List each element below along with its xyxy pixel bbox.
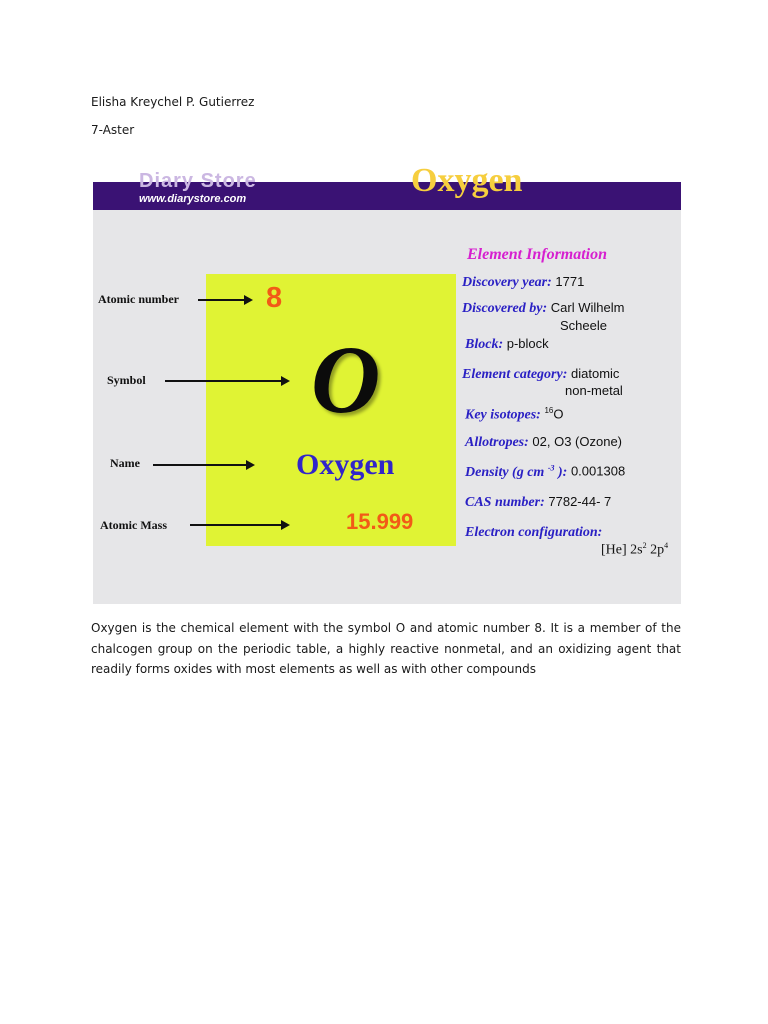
element-name: Oxygen	[296, 448, 395, 481]
arrow-atomic-mass	[190, 524, 288, 526]
info-category: Element category: diatomic	[462, 366, 620, 382]
label-name: Name	[110, 456, 140, 470]
arrow-symbol	[165, 380, 288, 382]
section-name: 7-Aster	[91, 123, 135, 137]
arrow-name	[153, 464, 253, 466]
info-category-cont: non-metal	[565, 383, 623, 398]
info-discovered-by-cont: Scheele	[560, 318, 607, 333]
info-title: Element Information	[467, 246, 608, 263]
info-discovery-year: Discovery year: 1771	[462, 274, 585, 290]
figure-banner	[93, 162, 681, 210]
info-block: Block: p-block	[465, 336, 549, 352]
label-atomic-mass: Atomic Mass	[100, 518, 167, 532]
info-cas-number: CAS number: 7782-44- 7	[465, 494, 612, 510]
label-symbol: Symbol	[107, 373, 146, 387]
info-allotropes: Allotropes: 02, O3 (Ozone)	[465, 434, 623, 450]
atomic-number-value: 8	[266, 282, 283, 314]
info-discovered-by: Discovered by: Carl Wilhelm	[462, 300, 625, 316]
brand-logo: Diary Store	[139, 170, 257, 192]
electron-configuration-value: [He] $2s^2$ $2p^4$	[601, 541, 669, 558]
banner-title: Oxygen	[411, 162, 523, 199]
info-density: Density (g cm $^{-3}$ ): 0.001308	[465, 463, 626, 480]
author-name: Elisha Kreychel P. Gutierrez	[91, 95, 255, 109]
body-paragraph: Oxygen is the chemical element with the symbol O and atomic number 8. It is a member of the chalcogen group on the periodic table, a highly reactive nonmetal, and an oxidizing agent that readily forms oxides with most elements as well as with other compounds	[91, 621, 681, 676]
atomic-mass-value: 15.999	[346, 509, 414, 534]
element-symbol: O	[311, 326, 381, 433]
info-electron-configuration: Electron configuration:	[465, 525, 603, 540]
site-url: www.diarystore.com	[139, 193, 247, 205]
oxygen-element-figure	[93, 162, 681, 604]
info-key-isotopes: Key isotopes: $^{16}$O	[465, 406, 564, 423]
label-atomic-number: Atomic number	[98, 292, 179, 306]
arrow-atomic-number	[198, 299, 251, 301]
